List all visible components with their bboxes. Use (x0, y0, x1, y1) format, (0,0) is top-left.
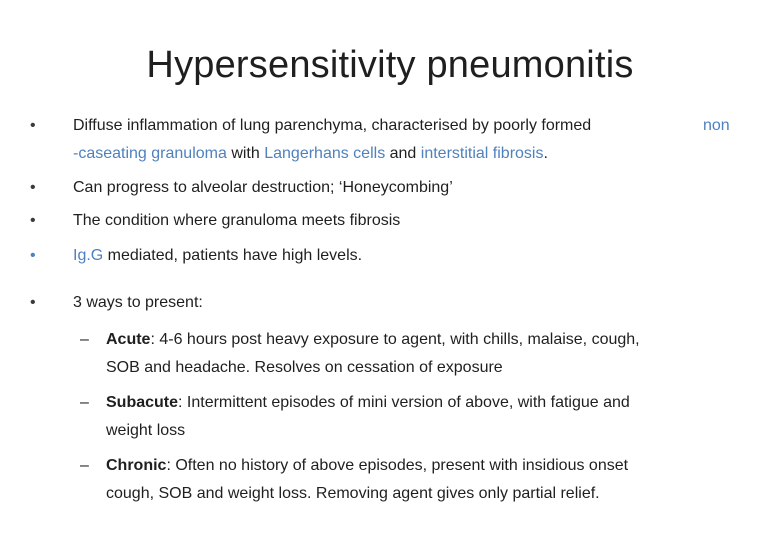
sub-bullet-text (106, 452, 628, 480)
sub-bullet-text (106, 326, 640, 354)
bullet-marker: • (30, 247, 36, 264)
sub-bullet-term: Chronic (106, 457, 167, 474)
dash-marker: – (80, 331, 89, 348)
highlight-term: Ig.G (73, 247, 104, 264)
bullet-text (73, 243, 362, 269)
plain-text: : 4-6 hours post heavy exposure to agent, with chills, malaise, cough, (150, 331, 640, 348)
highlight-term: interstitial fibrosis (420, 145, 544, 162)
bullet-marker: • (30, 212, 36, 229)
bullet-text-tail: non (703, 117, 730, 134)
bullet-marker: • (30, 294, 36, 311)
highlight-term: -caseating granuloma (73, 145, 227, 162)
dash-marker: – (80, 394, 89, 411)
bullet-marker: • (30, 179, 36, 196)
plain-text: . (543, 145, 548, 162)
bullet-text: The condition where granuloma meets fibrosis (73, 212, 401, 229)
sub-bullet-text-line2: SOB and headache. Resolves on cessation of exposure (106, 359, 503, 376)
sub-bullet-text-line2: cough, SOB and weight loss. Removing agent gives only partial relief. (106, 485, 600, 502)
plain-text: : Often no history of above episodes, present with insidious onset (166, 457, 629, 474)
sub-bullet-term: Subacute (106, 394, 179, 411)
bullet-text: Can progress to alveolar destruction; ‘Honeycombing’ (73, 179, 453, 196)
plain-text: and (385, 145, 421, 162)
bullet-text: Diffuse inflammation of lung parenchyma, characterised by poorly formed (73, 117, 592, 134)
bullet-text-line2 (73, 141, 548, 167)
dash-marker: – (80, 457, 89, 474)
highlight-term: Langerhans cells (264, 145, 386, 162)
sub-bullet-text (106, 389, 630, 417)
sub-bullet-term: Acute (106, 331, 151, 348)
bullet-marker: • (30, 117, 36, 134)
plain-text: mediated, patients have high levels. (103, 247, 363, 264)
plain-text: with (226, 145, 265, 162)
sub-bullet-text-line2: weight loss (106, 422, 186, 439)
slide-title: Hypersensitivity pneumonitis (146, 44, 634, 86)
bullet-text: 3 ways to present: (73, 294, 203, 311)
plain-text: : Intermittent episodes of mini version of above, with fatigue and (178, 394, 630, 411)
